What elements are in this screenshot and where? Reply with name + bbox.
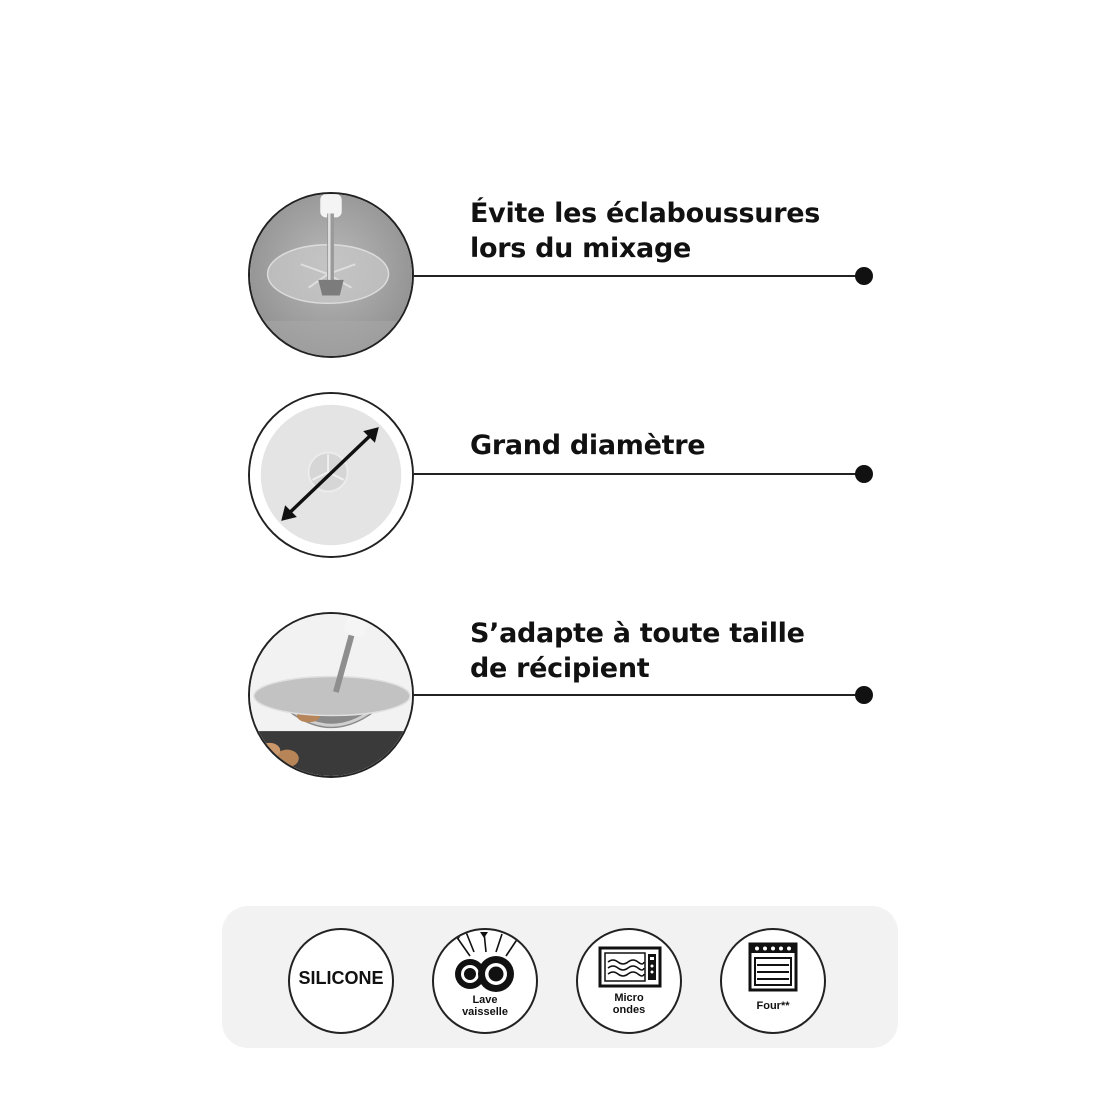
silicone-label: SILICONE [298,968,384,988]
microwave-label-line1: Micro [614,992,644,1004]
oven-label: Four** [756,1000,790,1012]
feature-text-line: Grand diamètre [470,430,706,461]
connector-line [414,275,864,277]
microwave-icon [578,930,680,1032]
connector-dot [855,686,873,704]
oven-badge [720,928,826,1034]
feature-text-line: lors du mixage [470,233,692,264]
lid-diameter-arrow-photo [250,394,412,556]
diameter-photo [248,392,414,558]
feature-text [470,196,820,266]
oven-icon [722,930,824,1032]
feature-row-splash [0,192,1120,362]
feature-row-adapt [0,612,1120,782]
microwave-label-line2: ondes [612,1004,646,1016]
feature-row-diameter [0,392,1120,562]
connector-dot [855,465,873,483]
microwave-badge [576,928,682,1034]
immersion-blender-splash-guard-photo [250,194,412,356]
compatibility-panel [222,906,898,1048]
dishwasher-badge [432,928,538,1034]
feature-text [470,428,705,463]
feature-text [470,616,805,686]
dishwasher-label-line1: Lave [472,994,498,1006]
lid-on-steel-bowl-photo [250,614,412,776]
feature-text-line: Évite les éclaboussures [470,198,821,229]
feature-text-line: S’adapte à toute taille [470,618,805,649]
silicone-badge [288,928,394,1034]
feature-text-line: de récipient [470,653,650,684]
bowl-photo [248,612,414,778]
connector-dot [855,267,873,285]
connector-line [414,473,864,475]
connector-line [414,694,864,696]
splash-guard-photo [248,192,414,358]
dishwasher-label-line2: vaisselle [462,1006,508,1018]
